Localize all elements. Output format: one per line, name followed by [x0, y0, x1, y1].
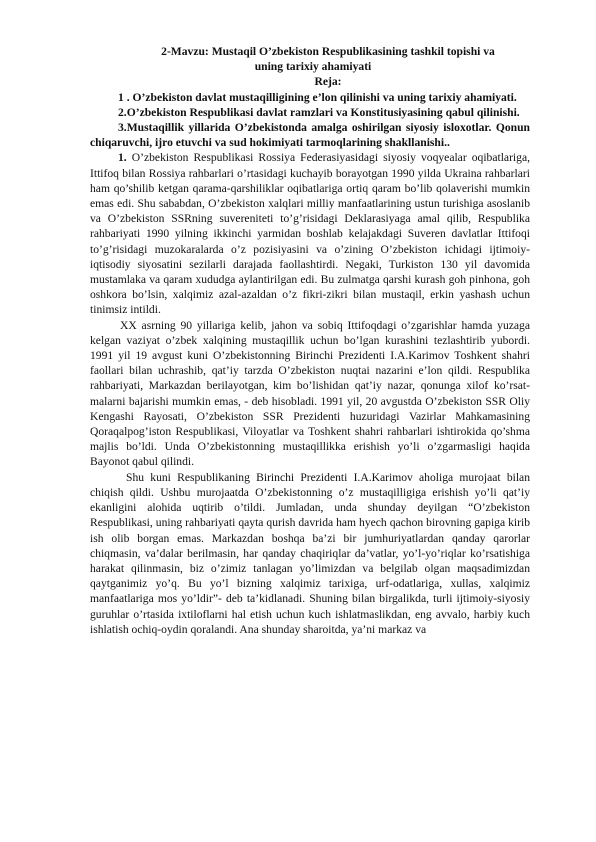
plan-item-3: 3.Mustaqillik yillarida O’zbekistonda amalga oshirilgan siyosiy isloxotlar. Qonun chiqaruvchi, ijro etuvchi va sud hokimiyati tarmoqlarining shakllanishi.. — [90, 121, 530, 150]
title-line-1: 2-Mavzu: Mustaqil O’zbekiston Respublikasining tashkil topishi va — [161, 45, 495, 58]
plan-item-1: 1 . O’zbekiston davlat mustaqilligining e’lon qilinishi va uning tarixiy ahamiyati. — [118, 90, 517, 104]
paragraph-3: Shu kuni Respublikaning Birinchi Prezidenti I.A.Karimov aholiga murojaat bilan chiqish qildi. Ushbu murojaatda O’zbekistonning o’z mustaqilligiga erishish yo’li qat’iy ekanligini alohida uqtirib o’tildi. Jumladan, unda shunday deyilgan “O’zbekiston Respublikasi, uning rahbariyati qayta qurish davrida ham hyech qachon birovning gapiga kirib ish olib borgan emas. Markazdan boshqa ba’zi bir jumhuriyatlardan qanday qarorlar chiqmasin, va’dalar berilmasin, har qanday chaqiriqlar da’vatlar, yo’l-yo’riqlar ko’rsatishiga harakat qilinmasin, biz o’zimiz tanlagan yo’limizdan va belgilab olgan maqsadimizdan qaytganimiz yo’q. Bu yo’l bizning xalqimiz tarixiga, urf-odatlariga, xullas, xalqimiz manfaatlariga mos yo’ldir”- deb ta’kidlanadi. Shuning bilan birgalikda, turli ijtimoiy-siyosiy guruhlar o’rtasida ixtiloflarni hal etish uchun kuch ishlatmaslikdan, eng avvalo, harbiy kuch ishlatish ochiq-oydin qoralandi. Ana shunday sharoitda, ya’ni markaz va — [90, 470, 530, 636]
document-title — [90, 44, 530, 74]
paragraph-2: XX asrning 90 yillariga kelib, jahon va sobiq Ittifoqdagi o’zgarishlar hamda yuzaga kelgan vaziyat o’zbek xalqining mustaqillik uchun bo’lgan kurashini tezlashtirib yubordi. 1991 yil 19 avgust kuni O’zbekistonning Birinchi Prezidenti I.A.Karimov Toshkent shahri faollari bilan uchrashib, qat’iy tarzda O’zbekiston nuqtai nazarini e’lon qildi. Respublika rahbariyati, Markazdan berilayotgan, kim bo’lishidan qat’iy nazar, qonunga xilof ko’rsat-malarni bajarishi mumkin emas, - deb hisobladi. 1991 yil, 20 avgustda O’zbekiston SSR Oliy Kengashi Rayosati, O’zbekiston SSR Prezidenti huzuridagi Vazirlar Mahkamasining Qoraqalpog’iston Respublikasi, Viloyatlar va Toshkent shahri rahbarlari ishtirokida qo’shma majlis bo’ldi. Unda O’zbekistonning mustaqillikka erishish yo’li o’zgarmasligi haqida Bayonot qabul qilindi. — [90, 318, 530, 469]
paragraph-1-text: O’zbekiston Respublikasi Rossiya Federasiyasidagi siyosiy voqyealar oqibatlariga, Ittifoq bilan Rossiya rahbarlari o’rtasidagi kuchayib borayotgan 1990 yilda Ukraina rahbarlari ham qo’shilib ketgan qarama-qarshiliklar oqibatlariga ortiq qaram bo’lib qolaverishi mumkin emas edi. Shu sababdan, O’zbekiston xalqlari milliy manfaatlarining ustun turishiga asoslanib va O’zbekiston SSRning suvereniteti to’g’risidagi Deklarasiyaga amal qilib, Respublika rahbariyati 1990 yilning ikkinchi yarmidan boshlab kelajakdagi Suveren davlatlar Ittifoqi to’g’risidagi muzokaralarda o’z pozisiyasini va o’zining O’zbekiston ichidagi ijtimoiy-iqtisodiy siyosatini sezilarli darajada faollashtirdi. Negaki, Turkiston 130 yil davomida mustamlaka va qaram xududga aylantirilgan edi. Bu zulmatga qarshi kurash goh pinhona, goh oshkora bo’lsin, xalqimiz azal-azaldan o’z fikri-zikri bilan mustaqil, erkin yashash uchun tinimsiz intildi. — [90, 151, 530, 317]
plan-heading: Reja: — [314, 75, 342, 89]
title-line-2: uning tarixiy ahamiyati — [254, 60, 372, 74]
document-page — [90, 44, 530, 637]
paragraph-1 — [90, 150, 530, 317]
paragraph-1-number: 1. — [118, 151, 127, 165]
plan-item-2: 2.O’zbekiston Respublikasi davlat ramzlari va Konstitusiyasining qabul qilinishi. — [118, 105, 520, 119]
